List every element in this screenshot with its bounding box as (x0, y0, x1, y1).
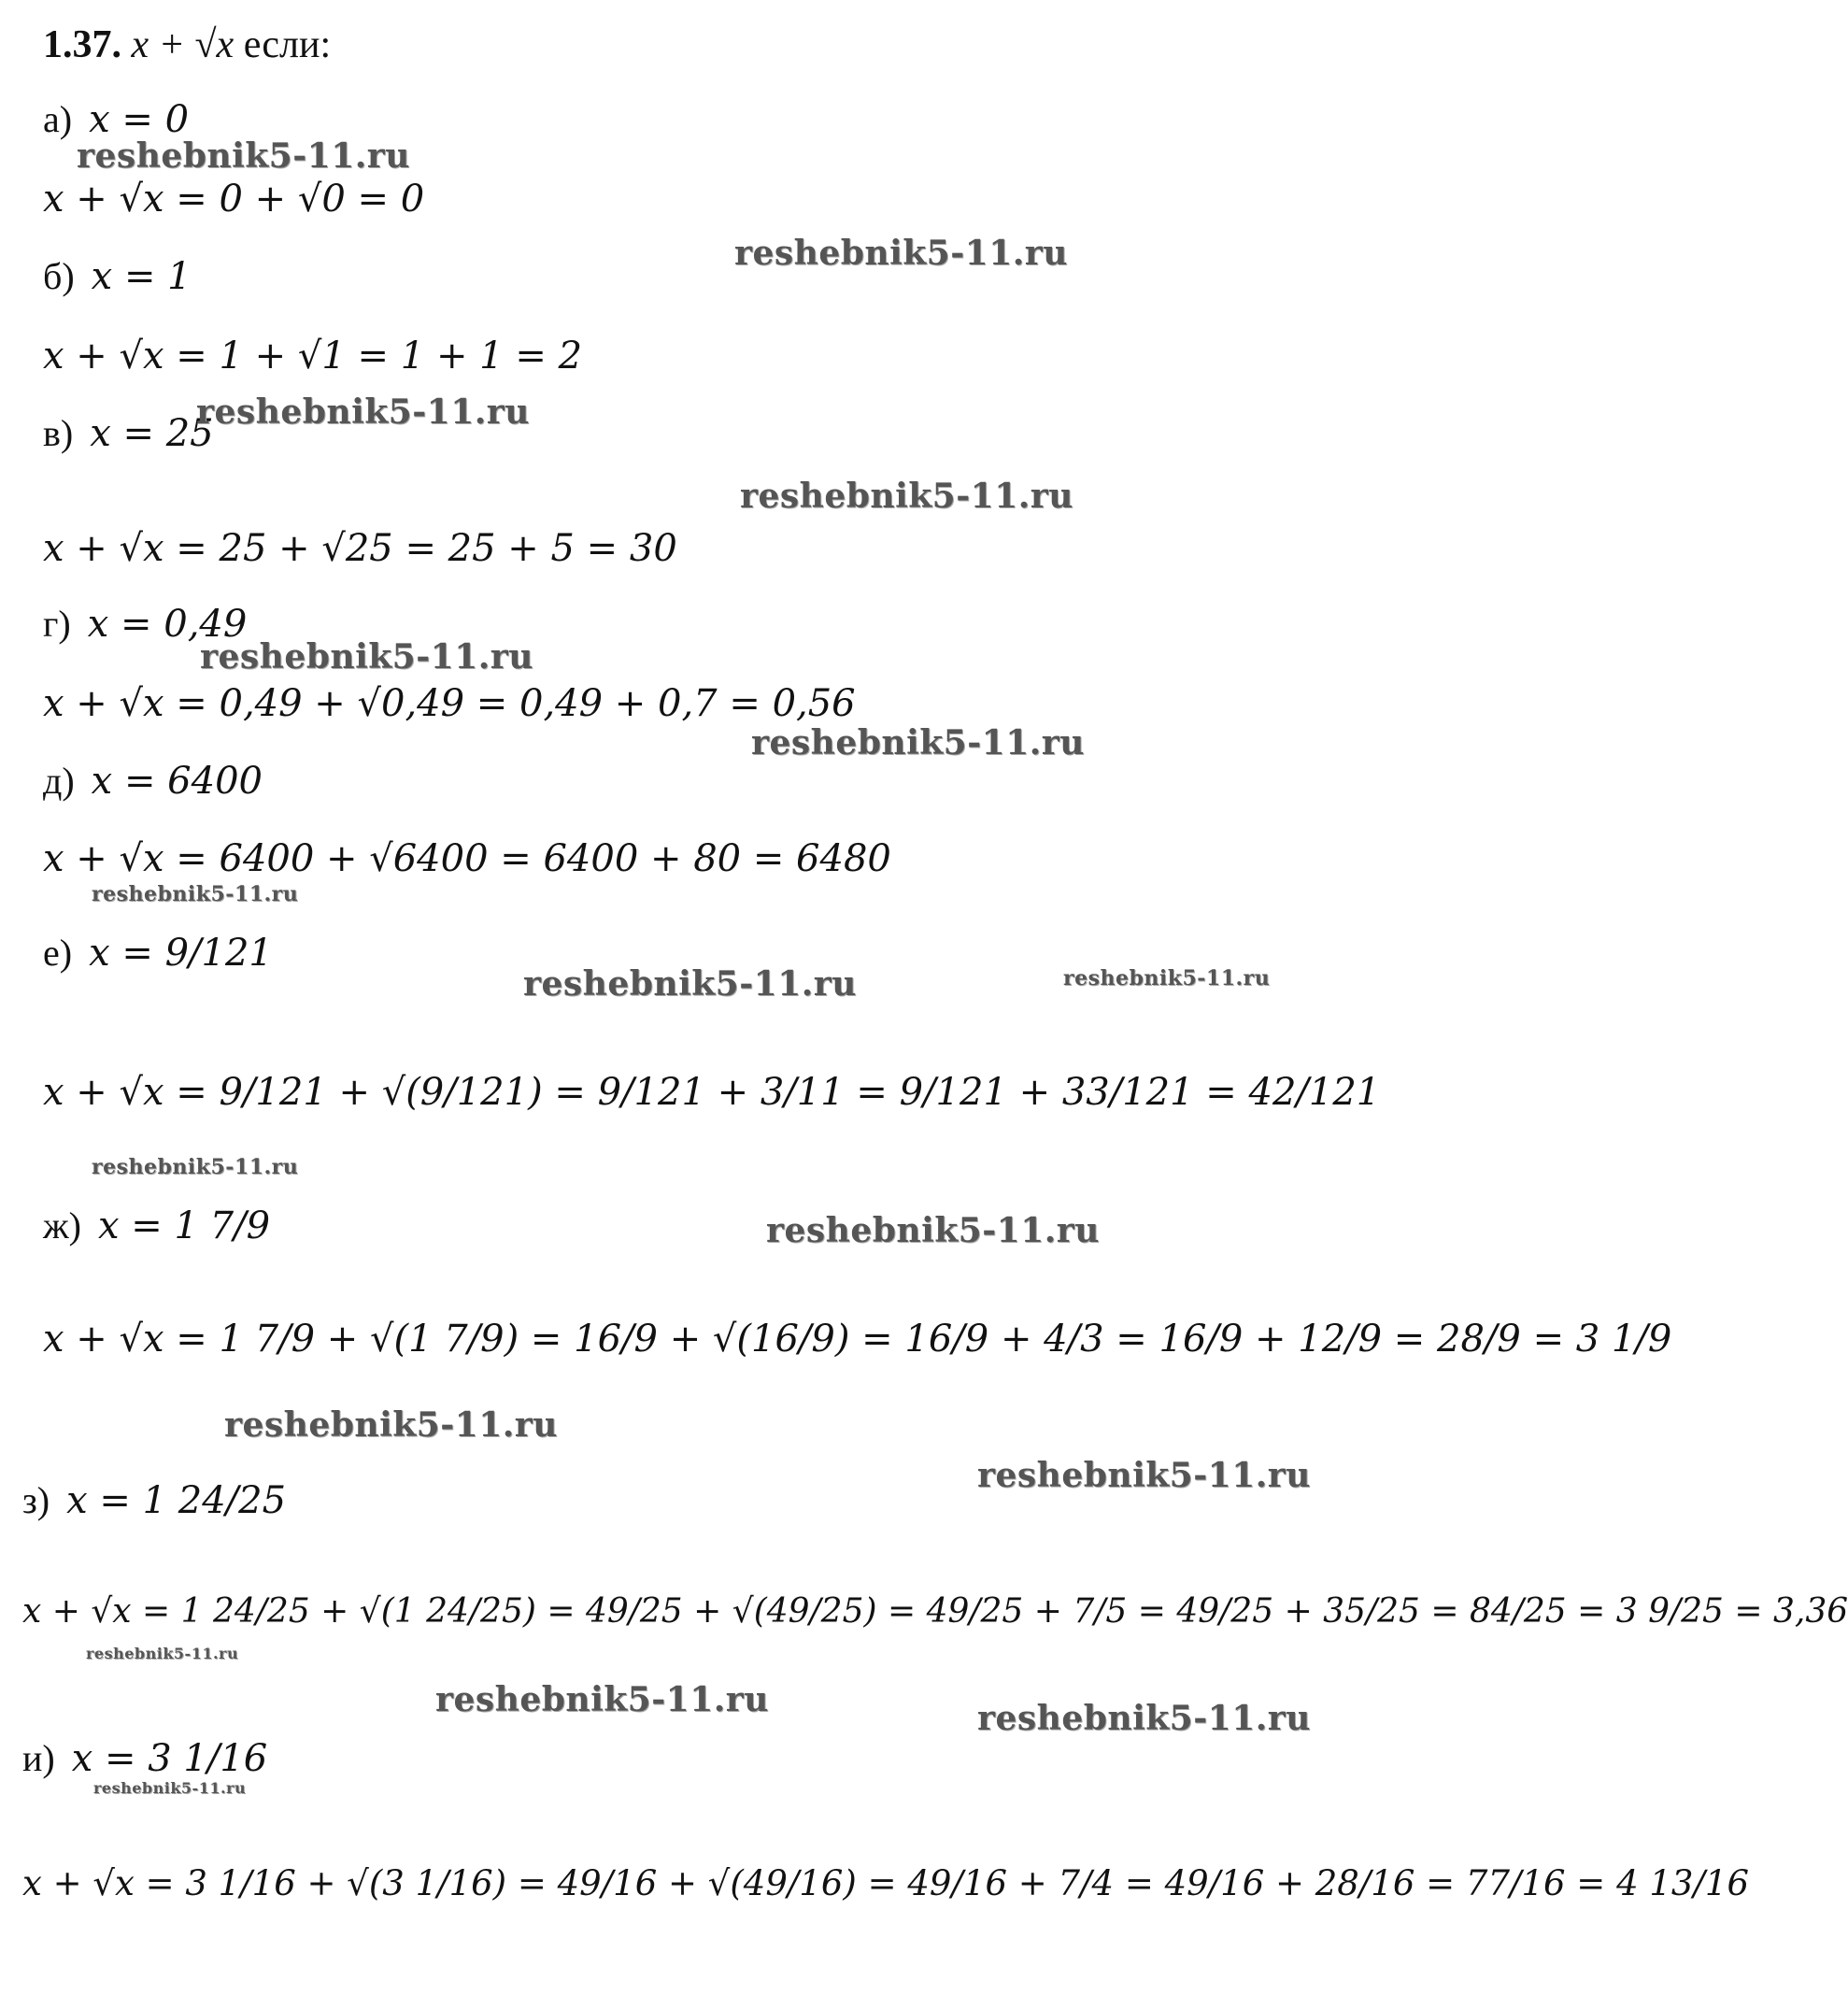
item-zh-solution: x + √x = 1 7/9 + √(1 7/9) = 16/9 + √(16/9) = 16/9 + 4/3 = 16/9 + 12/9 = 28/9 = 3 1/9 (43, 1318, 1672, 1361)
watermark: reshebnik5-11.ru (734, 234, 1068, 273)
item-v-solution: x + √x = 25 + √25 = 25 + 5 = 30 (43, 527, 677, 570)
watermark: reshebnik5-11.ru (196, 392, 530, 432)
item-z-given: з) x = 1 24/25 (22, 1479, 287, 1522)
item-g-given: г) x = 0,49 (43, 603, 248, 646)
problem-expression: x + √x (131, 23, 235, 66)
watermark: reshebnik5-11.ru (523, 964, 857, 1004)
watermark: reshebnik5-11.ru (92, 882, 299, 906)
watermark: reshebnik5-11.ru (977, 1456, 1311, 1495)
item-a-given: а) x = 0 (43, 98, 190, 141)
watermark: reshebnik5-11.ru (93, 1779, 247, 1797)
item-zh-given: ж) x = 1 7/9 (43, 1204, 271, 1247)
problem-number: 1.37. (43, 23, 121, 66)
watermark: reshebnik5-11.ru (1063, 966, 1271, 990)
watermark: reshebnik5-11.ru (224, 1405, 558, 1445)
item-z-solution: x + √x = 1 24/25 + √(1 24/25) = 49/25 + √(49/25) = 49/25 + 7/5 = 49/25 + 35/25 = 84/25 = 3 9/25 = 3,36 (22, 1592, 1848, 1631)
item-e-given: е) x = 9/121 (43, 932, 273, 975)
item-i-solution: x + √x = 3 1/16 + √(3 1/16) = 49/16 + √(49/16) = 49/16 + 7/4 = 49/16 + 28/16 = 77/16 = 4 13/16 (22, 1863, 1749, 1903)
item-i-given: и) x = 3 1/16 (22, 1737, 268, 1780)
item-d-given: д) x = 6400 (43, 760, 263, 803)
problem-condition: если: (243, 23, 332, 66)
watermark: reshebnik5-11.ru (92, 1155, 299, 1179)
item-e-solution: x + √x = 9/121 + √(9/121) = 9/121 + 3/11 = 9/121 + 33/121 = 42/121 (43, 1071, 1381, 1114)
watermark: reshebnik5-11.ru (740, 477, 1073, 516)
watermark: reshebnik5-11.ru (77, 136, 410, 176)
watermark: reshebnik5-11.ru (435, 1680, 769, 1719)
item-v-given: в) x = 25 (43, 412, 214, 455)
item-b-given: б) x = 1 (43, 255, 192, 298)
problem-title (43, 22, 331, 67)
item-d-solution: x + √x = 6400 + √6400 = 6400 + 80 = 6480 (43, 837, 891, 880)
watermark: reshebnik5-11.ru (751, 723, 1085, 762)
item-a-solution: x + √x = 0 + √0 = 0 (43, 178, 425, 221)
watermark: reshebnik5-11.ru (766, 1211, 1100, 1250)
item-b-solution: x + √x = 1 + √1 = 1 + 1 = 2 (43, 335, 583, 378)
watermark: reshebnik5-11.ru (86, 1645, 239, 1662)
watermark: reshebnik5-11.ru (977, 1699, 1311, 1738)
item-g-solution: x + √x = 0,49 + √0,49 = 0,49 + 0,7 = 0,56 (43, 682, 856, 725)
watermark: reshebnik5-11.ru (200, 637, 533, 677)
